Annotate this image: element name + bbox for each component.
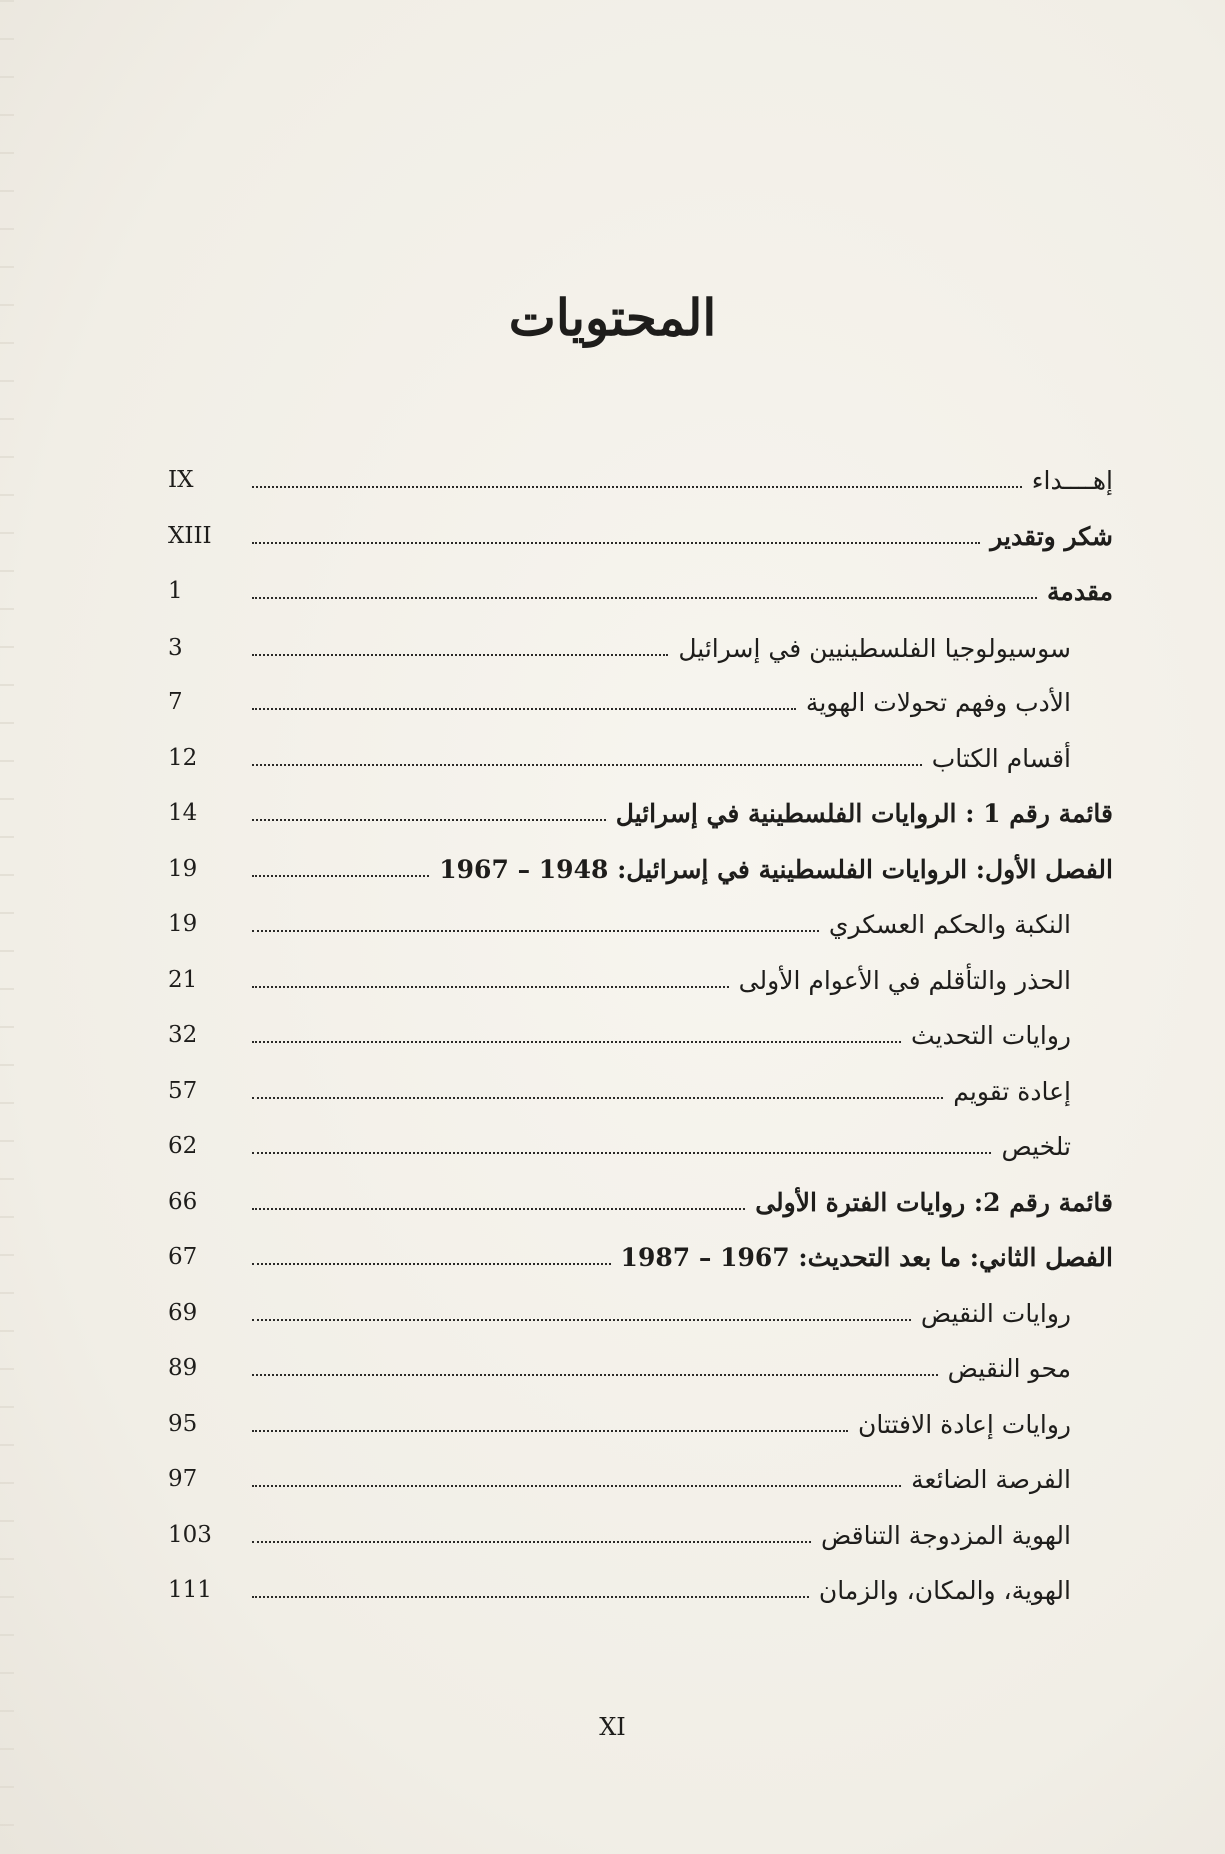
toc-entry-page: 57	[168, 1078, 198, 1104]
leader-dots	[252, 972, 729, 988]
toc-entry-page: 103	[168, 1522, 212, 1548]
toc-entry-page: 89	[168, 1355, 198, 1381]
toc-entry-acknowledgements	[168, 508, 1113, 564]
leader-dots	[252, 1194, 745, 1210]
toc-entry-label: محو النقيض	[947, 1353, 1071, 1383]
toc-entry-nakba	[168, 896, 1113, 952]
toc-entry-page: 95	[168, 1411, 198, 1437]
toc-entry-label: الهوية، والمكان، والزمان	[818, 1575, 1071, 1605]
toc-entry-page: 12	[168, 745, 198, 771]
toc-entry-page: 67	[168, 1244, 198, 1270]
leader-dots	[252, 694, 796, 710]
toc-entry-label: الفصل الأول: الروايات الفلسطينية في إسرائيل: 1948 – 1967	[439, 854, 1113, 884]
toc-entry-page: 62	[168, 1133, 198, 1159]
toc-entry-book-sections	[168, 730, 1113, 786]
toc-entry-modernization	[168, 1007, 1113, 1063]
leader-dots	[252, 750, 922, 766]
toc-entry-label: تلخيص	[1001, 1131, 1071, 1161]
toc-entry-reenchantment	[168, 1396, 1113, 1452]
page-number: XI	[599, 1713, 626, 1741]
toc-entry-label: الحذر والتأقلم في الأعوام الأولى	[738, 965, 1071, 995]
toc-entry-introduction	[168, 563, 1113, 619]
leader-dots	[252, 1416, 848, 1432]
toc-entry-dual-identity	[168, 1507, 1113, 1563]
toc-entry-page: 1	[168, 578, 183, 604]
toc-entry-list-2	[168, 1174, 1113, 1230]
toc-entry-page: 32	[168, 1022, 198, 1048]
toc-entry-label: الأدب وفهم تحولات الهوية	[805, 687, 1071, 717]
leader-dots	[252, 1083, 943, 1099]
toc-entry-label: روايات التحديث	[910, 1020, 1071, 1050]
toc-entry-label: روايات إعادة الافتتان	[857, 1409, 1071, 1439]
toc-entry-page: 21	[168, 967, 198, 993]
toc-entry-page: 7	[168, 689, 183, 715]
toc-entry-antithesis	[168, 1285, 1113, 1341]
toc-entry-page: IX	[168, 467, 194, 493]
leader-dots	[252, 583, 1037, 599]
toc-entry-page: 14	[168, 800, 198, 826]
toc-entry-page: 111	[168, 1577, 212, 1603]
toc-entry-reassessment	[168, 1063, 1113, 1119]
page-edge	[0, 0, 14, 1854]
toc-entry-label: قائمة رقم 1 : الروايات الفلسطينية في إسرائيل	[615, 798, 1113, 828]
toc-entry-page: XIII	[168, 523, 212, 549]
toc-entry-caution	[168, 952, 1113, 1008]
toc-entry-label: شكر وتقدير	[990, 521, 1113, 551]
toc-entry-page: 66	[168, 1189, 198, 1215]
toc-entry-page: 97	[168, 1466, 198, 1492]
leader-dots	[252, 1249, 611, 1265]
toc-entry-label: سوسيولوجيا الفلسطينيين في إسرائيل	[678, 633, 1071, 663]
toc-entry-chapter-1	[168, 841, 1113, 897]
toc-entry-label: إهــــداء	[1031, 465, 1113, 495]
toc-entry-label: الفرصة الضائعة	[911, 1464, 1071, 1494]
leader-dots	[252, 1471, 901, 1487]
toc-entry-label: مقدمة	[1047, 576, 1113, 606]
leader-dots	[252, 1582, 809, 1598]
leader-dots	[252, 1305, 911, 1321]
leader-dots	[252, 1527, 811, 1543]
leader-dots	[252, 1138, 991, 1154]
toc-entry-list-1	[168, 785, 1113, 841]
toc-entry-label: إعادة تقويم	[953, 1076, 1071, 1106]
toc-entry-label: روايات النقيض	[920, 1298, 1071, 1328]
toc-entry-label: أقسام الكتاب	[931, 743, 1071, 773]
leader-dots	[252, 1360, 938, 1376]
toc-entry-literature	[168, 674, 1113, 730]
leader-dots	[252, 916, 819, 932]
toc-entry-page: 19	[168, 856, 198, 882]
toc-entry-dedication	[168, 452, 1113, 508]
page-title: المحتويات	[508, 288, 717, 347]
leader-dots	[252, 640, 668, 656]
toc-entry-page: 3	[168, 635, 183, 661]
toc-entry-label: قائمة رقم 2: روايات الفترة الأولى	[755, 1187, 1113, 1217]
leader-dots	[252, 861, 429, 877]
toc-entry-lost-chance	[168, 1451, 1113, 1507]
leader-dots	[252, 805, 606, 821]
toc-entry-chapter-2	[168, 1229, 1113, 1285]
toc-entry-identity-place-time	[168, 1562, 1113, 1618]
toc-entry-label: الهوية المزدوجة التناقض	[821, 1520, 1071, 1550]
toc-entry-erasure	[168, 1340, 1113, 1396]
toc-entry-label: النكبة والحكم العسكري	[828, 909, 1071, 939]
toc-entry-page: 19	[168, 911, 198, 937]
toc-entry-summary	[168, 1118, 1113, 1174]
leader-dots	[252, 528, 980, 544]
toc-entry-sociology	[168, 620, 1113, 676]
leader-dots	[252, 472, 1022, 488]
toc-entry-label: الفصل الثاني: ما بعد التحديث: 1967 – 1987	[620, 1242, 1113, 1272]
toc-entry-page: 69	[168, 1300, 198, 1326]
leader-dots	[252, 1027, 901, 1043]
